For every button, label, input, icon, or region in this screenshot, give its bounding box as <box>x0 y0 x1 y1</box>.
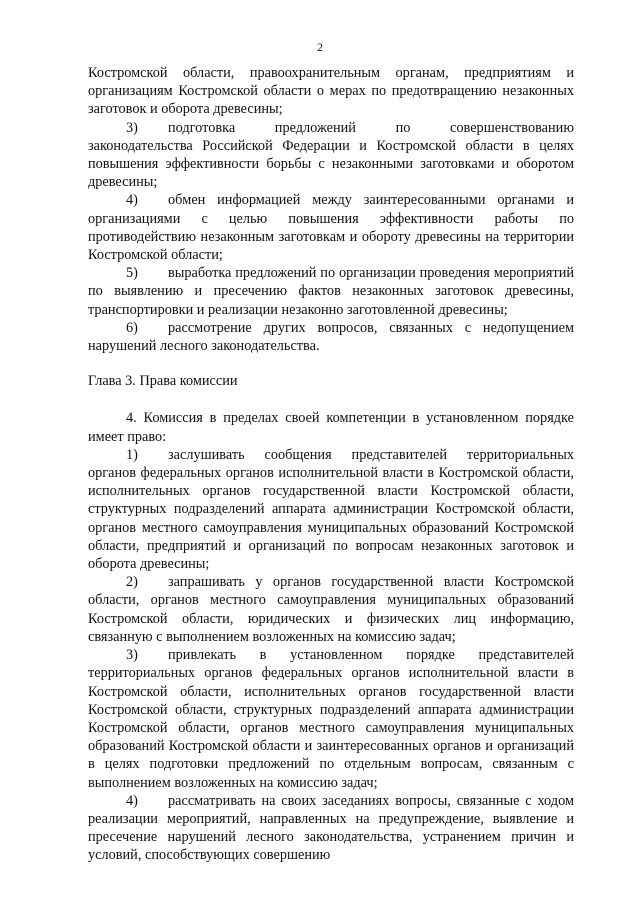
page-number: 2 <box>317 40 323 54</box>
paragraph-continuation: Костромской области, правоохранительным органам, предприятиям и организациям Костромской области о мерах по предотвращению незаконных заготовок и оборота древесины; <box>88 65 574 118</box>
list-item-number: 4) <box>126 792 138 809</box>
list-item-number: 5) <box>126 265 138 282</box>
chapter-heading: Глава 3. Права комиссии <box>88 373 238 390</box>
list-item-text: выработка предложений по организации проведения мероприятий по выявлению и пресечению фактов незаконных заготовок древесины, транспортировки и реализации незаконно заготовленной древесины; <box>88 265 574 318</box>
list-item-3b <box>88 646 574 792</box>
list-item-text: обмен информацией между заинтересованными органами и организациями с целью повышения эффективности работы по противодействию незаконным заготовкам и обороту древесины на территории Костромской области; <box>88 192 574 264</box>
list-item-text: рассмотрение других вопросов, связанных с недопущением нарушений лесного законодательства. <box>88 319 574 355</box>
list-item-number: 3) <box>126 119 138 136</box>
list-item-5 <box>88 264 574 319</box>
list-item-1 <box>88 446 574 573</box>
list-item-text: запрашивать у органов государственной власти Костромской области, органов местного самоуправления муниципальных образований Костромской области, юридических и физических лиц информацию, связанную с выполнением возложенных на комиссию задач; <box>88 574 574 645</box>
list-item-number: 1) <box>126 446 138 463</box>
list-item-number: 2) <box>126 574 138 591</box>
list-item-2 <box>88 573 574 646</box>
list-item-number: 3) <box>126 647 138 664</box>
list-item-text: заслушивать сообщения представителей территориальных органов федеральных органов исполнительной власти в Костромской области, исполнительных органов государственной власти Костромской области, структурных подразделений аппарата администрации Костромской области, органов местного самоуправления муниципальных образований Костромской области, предприятий и организаций по вопросам незаконных заготовок и оборота древесины; <box>88 446 574 573</box>
list-item-number: 4) <box>126 192 138 209</box>
list-item-4b <box>88 792 574 865</box>
list-item-4 <box>88 191 574 264</box>
list-item-number: 6) <box>126 319 138 336</box>
list-item-3 <box>88 119 574 192</box>
list-item-6 <box>88 319 574 355</box>
paragraph-intro: 4. Комиссия в пределах своей компетенции в установленном порядке имеет право: <box>88 410 574 445</box>
list-item-text: подготовка предложений по совершенствованию законодательства Российской Федерации и Костромской области в целях повышения эффективности борьбы с незаконными заготовками и оборотом древесины; <box>88 119 574 191</box>
list-item-text: привлекать в установленном порядке представителей территориальных органов федеральных органов исполнительной власти в Костромской области, исполнительных органов государственной власти Костромской области, структурных подразделений аппарата администрации Костромской области, органов местного самоуправления муниципальных образований Костромской области и заинтересованных органов и организаций в целях подготовки предложений по отдельным вопросам, связанным с выполнением возложенных на комиссию задач; <box>88 647 574 791</box>
list-item-text: рассматривать на своих заседаниях вопросы, связанные с ходом реализации мероприятий, направленных на предупреждение, выявление и пресечение нарушений лесного законодательства, устранением причин и условий, способствующих совершению <box>88 792 574 864</box>
document-body <box>88 64 574 865</box>
